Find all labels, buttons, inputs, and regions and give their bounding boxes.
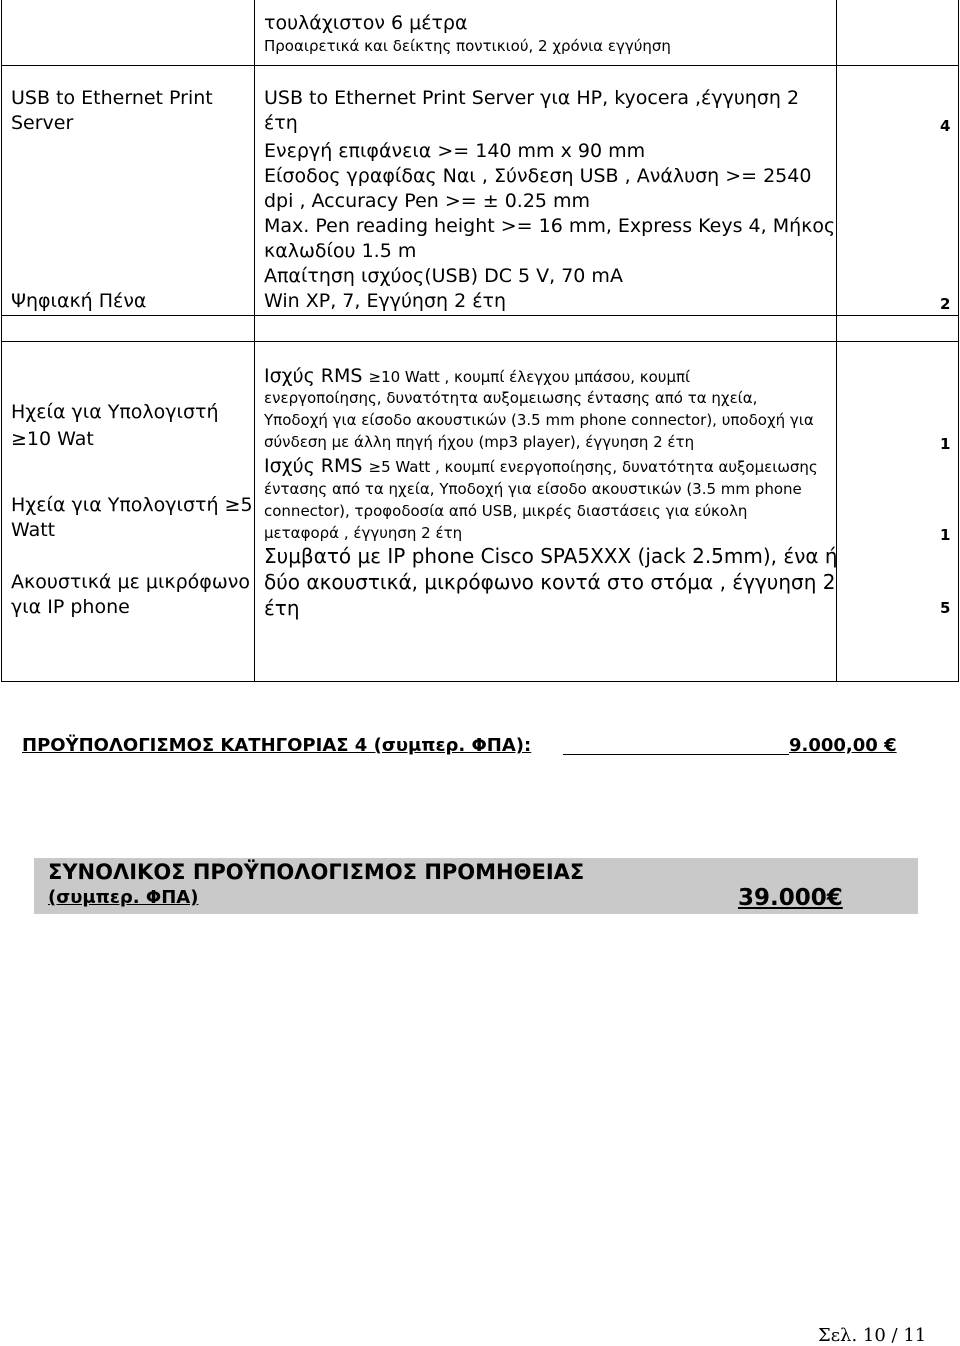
total-budget-value: 39.000€ bbox=[738, 885, 843, 911]
speakers10-desc-first-line bbox=[264, 367, 690, 386]
digital-pen-desc-line: Απαίτηση ισχύος(USB) DC 5 V, 70 mA bbox=[264, 265, 623, 287]
usb-server-qty: 4 bbox=[940, 117, 951, 135]
usb-server-desc-line1: USB to Ethernet Print Server για HP, kyocera ,έγγυηση 2 bbox=[264, 87, 800, 109]
headset-qty: 5 bbox=[940, 599, 951, 617]
usb-server-name-line2: Server bbox=[11, 112, 74, 134]
usb-server-desc-line2: έτη bbox=[264, 112, 298, 134]
row0-desc-line1: τουλάχιστον 6 μέτρα bbox=[264, 12, 468, 34]
digital-pen-name: Ψηφιακή Πένα bbox=[11, 290, 147, 312]
digital-pen-desc-line: Είσοδος γραφίδας Ναι , Σύνδεση USB , Ανάλυση >= 2540 bbox=[264, 165, 812, 187]
speakers5-desc-rest: ≥5 Watt , κουμπί ενεργοποίησης, δυνατότητα αυξομειωσης bbox=[368, 458, 818, 476]
speakers10-name-line2: ≥10 Wat bbox=[11, 428, 94, 450]
digital-pen-desc-line: Max. Pen reading height >= 16 mm, Express Keys 4, Μήκος bbox=[264, 215, 836, 237]
category-budget-value: 9.000,00 € bbox=[789, 735, 897, 756]
headset-desc-line: έτη bbox=[264, 596, 300, 620]
digital-pen-desc-line: καλωδίου 1.5 m bbox=[264, 240, 417, 262]
speakers5-desc-line: connector), τροφοδοσία από USB, μικρές διαστάσεις για εύκολη bbox=[264, 502, 748, 520]
speakers10-desc-line: ενεργοποίησης, δυνατότητα αυξομειωσης έντασης από τα ηχεία, bbox=[264, 389, 758, 407]
speakers5-name-line2: Watt bbox=[11, 519, 56, 541]
speakers10-desc-rest: ≥10 Watt , κουμπί έλεγχου μπάσου, κουμπί bbox=[368, 368, 691, 386]
speakers10-name-line1: Ηχεία για Υπολογιστή bbox=[11, 401, 219, 423]
total-budget-title: ΣΥΝΟΛΙΚΟΣ ΠΡΟΫΠΟΛΟΓΙΣΜΟΣ ΠΡΟΜΗΘΕΙΑΣ bbox=[48, 860, 585, 884]
total-budget-subtitle: (συμπερ. ΦΠΑ) bbox=[48, 887, 199, 908]
speakers5-desc-line: μεταφορά , έγγυηση 2 έτη bbox=[264, 524, 463, 542]
speakers10-desc-lead: Ισχύς RMS bbox=[264, 365, 369, 387]
usb-server-name-line1: USB to Ethernet Print bbox=[11, 87, 213, 109]
speakers5-qty: 1 bbox=[940, 526, 951, 544]
speakers5-desc-first-line bbox=[264, 457, 818, 476]
category-budget-fill-line bbox=[563, 754, 789, 755]
headset-desc-line: Συμβατό με IP phone Cisco SPA5XXX (jack 2.5mm), ένα ή bbox=[264, 544, 838, 568]
speakers5-name-line1: Ηχεία για Υπολογιστή ≥5 bbox=[11, 494, 253, 516]
digital-pen-desc-line: Win XP, 7, Εγγύηση 2 έτη bbox=[264, 290, 506, 312]
headset-desc-line: δύο ακουστικά, μικρόφωνο κοντά στο στόμα , έγγυηση 2 bbox=[264, 570, 836, 594]
headset-name-line2: για IP phone bbox=[11, 596, 130, 618]
page-number: Σελ. 10 / 11 bbox=[818, 1325, 927, 1346]
headset-name-line1: Ακουστικά με μικρόφωνο bbox=[11, 571, 250, 593]
speakers10-desc-line: Υποδοχή για είσοδο ακουστικών (3.5 mm phone connector), υποδοχή για bbox=[264, 411, 814, 429]
row0-desc-line2: Προαιρετικά και δείκτης ποντικιού, 2 χρόνια εγγύηση bbox=[264, 37, 671, 55]
digital-pen-qty: 2 bbox=[940, 295, 951, 313]
speakers5-desc-line: έντασης από τα ηχεία, Υποδοχή για είσοδο ακουστικών (3.5 mm phone bbox=[264, 480, 802, 498]
category-budget-label: ΠΡΟΫΠΟΛΟΓΙΣΜΟΣ ΚΑΤΗΓΟΡΙΑΣ 4 (συμπερ. ΦΠΑ): bbox=[22, 735, 532, 756]
speakers5-desc-lead: Ισχύς RMS bbox=[264, 455, 369, 477]
digital-pen-desc-line: Ενεργή επιφάνεια >= 140 mm x 90 mm bbox=[264, 140, 646, 162]
digital-pen-desc-line: dpi , Accuracy Pen >= ± 0.25 mm bbox=[264, 190, 591, 212]
speakers10-desc-line: σύνδεση με άλλη πηγή ήχου (mp3 player), έγγυηση 2 έτη bbox=[264, 433, 695, 451]
speakers10-qty: 1 bbox=[940, 435, 951, 453]
